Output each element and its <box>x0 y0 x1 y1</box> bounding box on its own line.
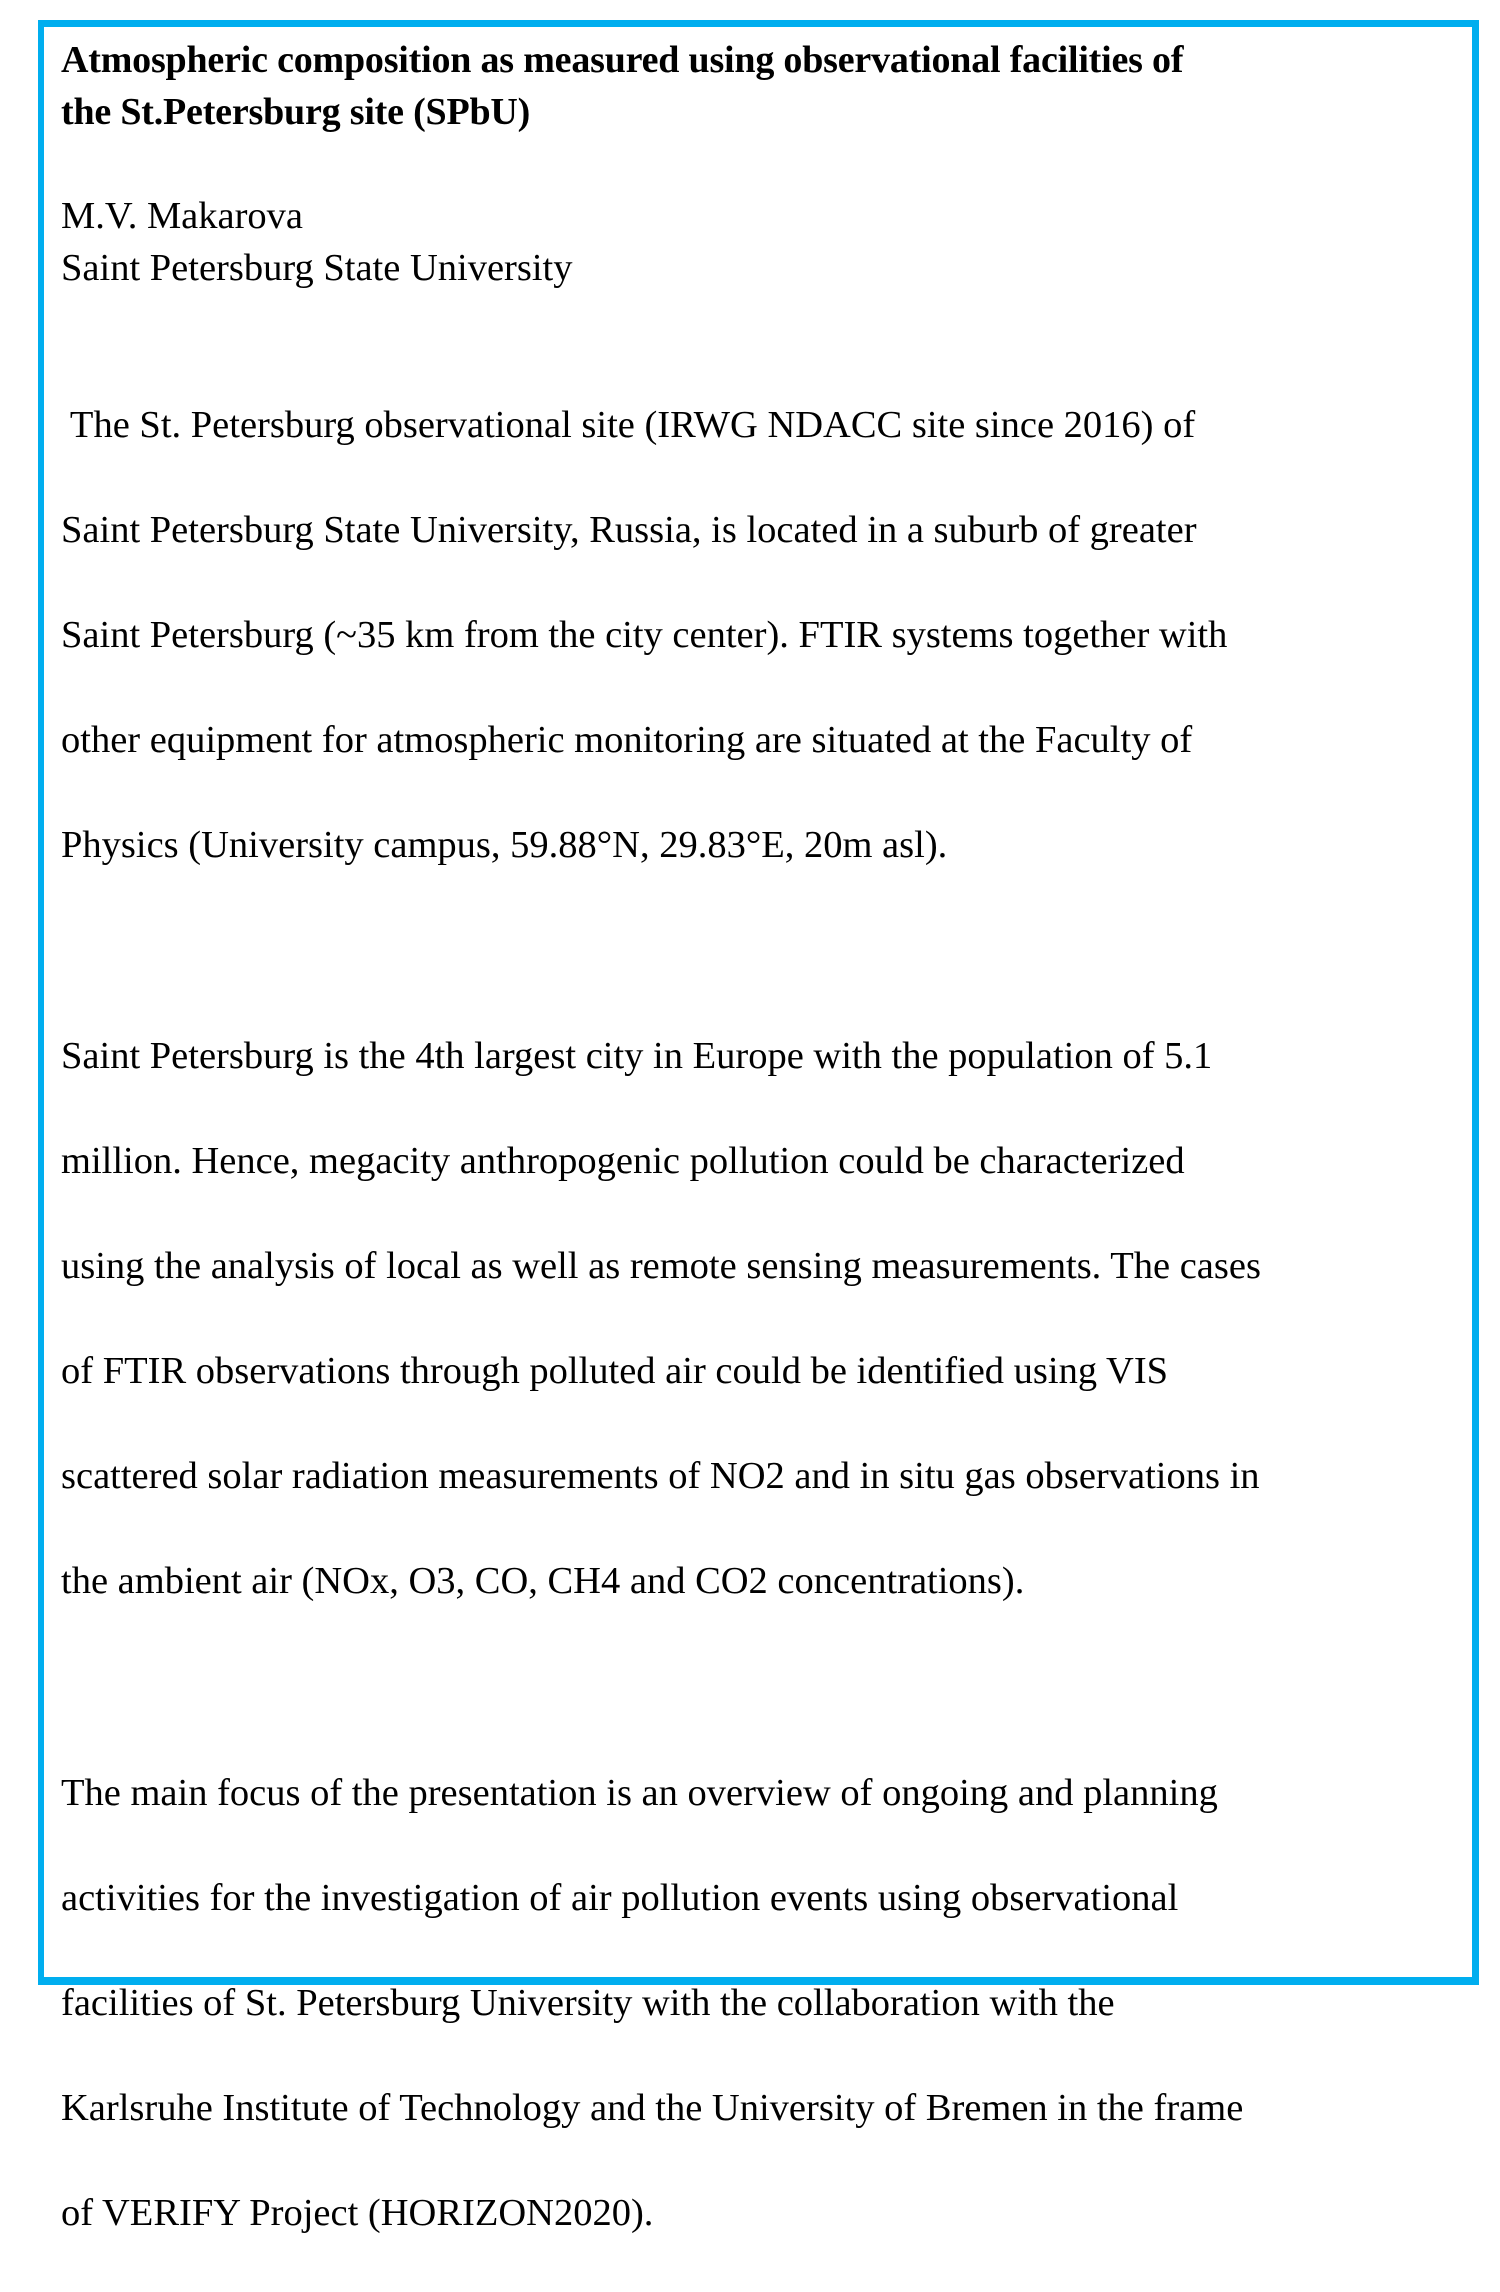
paragraph-line: million. Hence, megacity anthropogenic pollution could be characterized <box>61 1140 1185 1182</box>
paragraph-line: Physics (University campus, 59.88°N, 29.83°E, 20m asl). <box>61 823 948 866</box>
paragraph-line: The main focus of the presentation is an overview of ongoing and planning <box>61 1771 1218 1814</box>
author-affiliation: Saint Petersburg State University <box>61 247 573 289</box>
paragraph-line: facilities of St. Petersburg University with the collaboration with the <box>61 1981 1115 2024</box>
paragraph-line: Saint Petersburg (~35 km from the city center). FTIR systems together with <box>61 613 1228 656</box>
author-name: M.V. Makarova <box>61 195 304 237</box>
title-line: Atmospheric composition as measured using observational facilities of <box>61 39 1184 81</box>
title-line: the St.Petersburg site (SPbU) <box>61 91 531 133</box>
paragraph-line: of FTIR observations through polluted air could be identified using VIS <box>61 1350 1169 1392</box>
paragraph-line: Saint Petersburg is the 4th largest city in Europe with the population of 5.1 <box>61 1035 1213 1077</box>
paragraph-line: using the analysis of local as well as remote sensing measurements. The cases <box>61 1245 1261 1287</box>
author-block <box>61 190 1461 294</box>
paragraph-line: activities for the investigation of air pollution events using observational <box>61 1876 1179 1919</box>
paragraph-site-description <box>61 346 1461 924</box>
document-content <box>61 34 1461 2292</box>
paragraph-city-pollution <box>61 978 1461 1661</box>
paragraph-presentation-focus <box>61 1714 1461 2292</box>
paragraph-line: Karlsruhe Institute of Technology and the University of Bremen in the frame <box>61 2086 1244 2129</box>
paragraph-line: Saint Petersburg State University, Russia, is located in a suburb of greater <box>61 508 1197 551</box>
paragraph-line: other equipment for atmospheric monitoring are situated at the Faculty of <box>61 718 1193 761</box>
paragraph-line: of VERIFY Project (HORIZON2020). <box>61 2191 654 2234</box>
document-title <box>61 34 1461 138</box>
paragraph-line: scattered solar radiation measurements of NO2 and in situ gas observations in <box>61 1455 1260 1497</box>
paragraph-line: The St. Petersburg observational site (IRWG NDACC site since 2016) of <box>61 403 1196 446</box>
paragraph-line: the ambient air (NOx, O3, CO, CH4 and CO2 concentrations). <box>61 1560 1025 1602</box>
